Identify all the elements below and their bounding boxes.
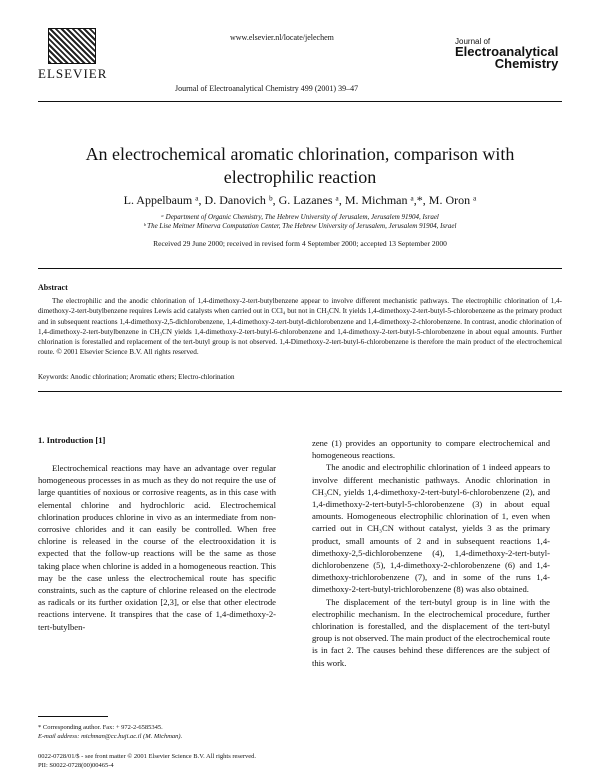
brand-line-2: Chemistry <box>494 56 559 71</box>
paragraph: The anodic and electrophilic chlorination of 1 indeed appears to involve different mechanistic pathways. Anodic chlorination in CH₃CN, yields 1,4-dimethoxy-2-tert-butyl-6-chlorobenzene (2), and 1,4-dimethoxy-2-tert-butyl-5-chlorobenzene (3) in about equal amounts. Homogeneous electrophilic chlorination of 1, even when carried out in CH₃CN without catalyst, yields 3 as the primary product, small amounts of 2 and in subsequent reactions 1,4-dimethoxy-2,5-dichlorobenzene (4), 1,4-dimethoxy-2-tert-butyl-dichlorobenzene (5), 1,4-dimethoxy-2-chlorobenzene (6) and 1,4-dimethoxy-trichlorobenzene (7), and in some of the runs 1,4-dimethoxy-2-tert-butyl-trichlorobenzene (8) was also obtained. <box>312 462 550 595</box>
section-heading: 1. Introduction [1] <box>38 435 106 445</box>
title-line-2: electrophilic reaction <box>223 167 377 187</box>
paragraph: Electrochemical reactions may have an advantage over regular homogeneous processes in as much as they do not require the use of large quantities of noxious or corrosive reagents, as in this case with elemental chlorine and hydrochloric acid. Electrochemical chlorination produces chlorine in vivo as an intermediate from non-corrosive chlorides and it can easily be controlled. When free chlorine is released in the course of the electrooxidation it is expected that the follow-up reactions will be the same as those taking place when chlorine is added in a homogeneous reaction. This may be the case unless the electrochemical route has specific constraints, such as the capture of chlorine released on the electrode as radicals or its further oxidation [2,3], or else that other electrode reactions intervene. It transpires that the case of 1,4-dimethoxy-2-tert-butylben- <box>38 463 276 632</box>
author-list: L. Appelbaum ᵃ, D. Danovich ᵇ, G. Lazanes ᵃ, M. Michman ᵃ,*, M. Oron ᵃ <box>123 193 477 207</box>
footnote <box>38 723 278 741</box>
issn-line: 0022-0728/01/$ - see front matter © 2001 Elsevier Science B.V. All rights reserved. <box>38 753 257 760</box>
abstract-heading: Abstract <box>38 283 68 292</box>
article-title <box>0 143 600 189</box>
keywords: Keywords: Anodic chlorination; Aromatic ethers; Electro-chlorination <box>38 373 235 381</box>
header-rule <box>38 101 562 102</box>
affiliation-a: ᵃ Department of Organic Chemistry, The Hebrew University of Jerusalem, Jerusalem 91904, Israel <box>161 213 439 221</box>
copyright-block <box>38 752 256 770</box>
pii-line: PII: S0022-0728(00)00465-4 <box>38 762 114 769</box>
email-address[interactable]: E-mail address: michman@cc.huji.ac.il (M. Michman). <box>38 733 183 740</box>
abstract-top-rule <box>38 268 562 269</box>
journal-url[interactable]: www.elsevier.nl/locate/jelechem <box>230 33 334 42</box>
affiliation-b: ᵇ The Lise Meitner Minerva Computation Center, The Hebrew University of Jerusalem, Jerusalem 91904, Israel <box>143 222 457 230</box>
paragraph: The displacement of the tert-butyl group is in line with the electrophilic mechanism. In the electrochemical procedure, further chlorination is forestalled, and the displacement of the tert-butyl group is not observed. The main product of the electrochemical route is in fact 2. The causes behind these differences are the subject of this work. <box>312 596 550 668</box>
received-dates: Received 29 June 2000; received in revised form 4 September 2000; accepted 13 September 2000 <box>153 239 447 248</box>
brand-line-1: Electroanalytical <box>455 44 559 59</box>
paragraph: zene (1) provides an opportunity to compare electrochemical and homogeneous reactions. <box>312 438 550 461</box>
left-column <box>38 462 276 633</box>
abstract-bottom-rule <box>38 391 562 392</box>
abstract-text: The electrophilic and the anodic chlorination of 1,4-dimethoxy-2-tert-butylbenzene appear to involve different mechanistic pathways. The electrophilic chlorination of 1,4-dimethoxy-2-tert-butylbenzene requires Lewis acid catalysts when carried out in CCl₄ but not in CH₃CN. It yields 1,4-dimethoxy-2-tert-butyl-5-chlorobenzene as the primary product and in subsequent reactions 1,4-dimethoxy-2,5-dichlorobenzene, 1,4-dimethoxy-2-tert-butyl-dichlorobenzene and 1,4-dimethoxy-2-chlorobenzene. In contrast, anodic chlorination of 1,4-dimethoxy-2-tert-butylbenzene in CH₃CN yields 1,4-dimethoxy-2-tert-butyl-6-chlorobenzene and 1,4-dimethoxy-2-tert-butyl-5-chlorobenzene in about equal amounts. Further chlorination is forestalled and replacement of the tert-butyl group is not observed. 1,4-Dimethoxy-2-tert-butyl-6-chlorobenzene is therefore the main product of the electrochemical route. © 2001 Elsevier Science B.V. All rights reserved. <box>38 297 562 357</box>
journal-citation: Journal of Electroanalytical Chemistry 499 (2001) 39–47 <box>175 84 359 93</box>
brand-small: Journal of <box>455 37 491 46</box>
publisher-name: ELSEVIER <box>38 66 108 81</box>
elsevier-tree-icon <box>48 28 96 64</box>
journal-brand <box>455 37 558 70</box>
corresponding-author: * Corresponding author. Fax: + 972-2-6585345. <box>38 724 163 731</box>
right-column <box>312 437 550 669</box>
footnote-rule <box>38 716 108 717</box>
title-line-1: An electrochemical aromatic chlorination, comparison with <box>85 144 515 164</box>
elsevier-logo <box>38 28 108 88</box>
